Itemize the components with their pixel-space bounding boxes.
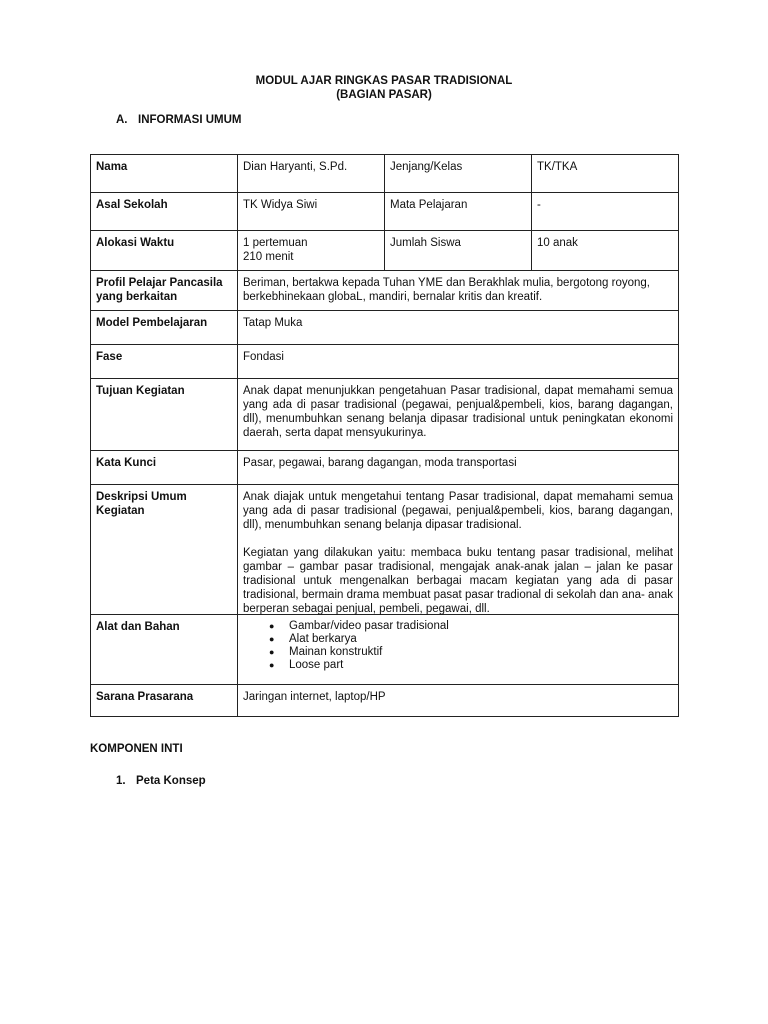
jenjang-value: TK/TKA [532,155,679,193]
list-item: ● Mainan konstruktif [243,646,673,659]
asal-value: TK Widya Siwi [238,193,385,231]
section-a-label: INFORMASI UMUM [138,114,242,126]
table-row-nama [91,155,679,193]
profil-label: Profil Pelajar Pancasila yang berkaitan [91,271,238,311]
list-item: ● Alat berkarya [243,633,673,646]
title-line-1: MODUL AJAR RINGKAS PASAR TRADISIONAL [255,75,513,87]
alat-value [238,615,679,685]
profil-value: Beriman, bertakwa kepada Tuhan YME dan Berakhlak mulia, bergotong royong, berkebhinekaan globaL, mandiri, bernalar kritis dan kreatif. [238,271,679,311]
tujuan-label: Tujuan Kegiatan [91,379,238,451]
table-row-tujuan [91,379,679,451]
sarana-label: Sarana Prasarana [91,685,238,717]
table-row-alat [91,615,679,685]
peta-konsep-label: Peta Konsep [136,775,206,787]
document-title [0,74,768,102]
kata-kunci-value: Pasar, pegawai, barang dagangan, moda transportasi [238,451,679,485]
table-row-asal [91,193,679,231]
alat-list [243,620,673,672]
jenjang-label: Jenjang/Kelas [385,155,532,193]
info-table [90,154,679,717]
table-row-alokasi [91,231,679,271]
table-row-kata-kunci [91,451,679,485]
deskripsi-paragraph-2: Kegiatan yang dilakukan yaitu: membaca buku tentang pasar tradisional, melihat gambar – gambar pasar tradisional, mengajak anak-anak jalan – jalan ke pasar tradisional untuk mengenalkan berbagai macam kegiatan yang ada di pasar tradisional, bermain drama membuat pasat pasar tradional di sekolah dan ana- anak berperan sebagai penjual, pembeli, pegawai, dll. [243,547,673,615]
table-row-deskripsi [91,485,679,615]
alokasi-value [238,231,385,271]
alokasi-value-line-1: 1 pertemuan [243,237,308,249]
deskripsi-content [243,490,673,615]
komponen-inti-heading: KOMPONEN INTI [90,743,183,755]
sarana-value: Jaringan internet, laptop/HP [238,685,679,717]
nama-value: Dian Haryanti, S.Pd. [238,155,385,193]
jumlah-label: Jumlah Siswa [385,231,532,271]
table-row-fase [91,345,679,379]
title-line-2: (BAGIAN PASAR) [336,89,432,101]
nama-label: Nama [91,155,238,193]
jumlah-value: 10 anak [532,231,679,271]
section-a-heading [116,114,242,126]
kata-kunci-label: Kata Kunci [91,451,238,485]
list-item: ● Loose part [243,659,673,672]
deskripsi-label: Deskripsi Umum Kegiatan [91,485,238,615]
asal-label: Asal Sekolah [91,193,238,231]
alokasi-label: Alokasi Waktu [91,231,238,271]
peta-konsep-heading [116,775,206,787]
fase-value: Fondasi [238,345,679,379]
section-a-number: A. [116,114,128,126]
mapel-label: Mata Pelajaran [385,193,532,231]
tujuan-value: Anak dapat menunjukkan pengetahuan Pasar tradisional, dapat memahami semua yang ada di pasar tradisional (pegawai, penjual&pembeli, kios, barang dagangan, dll), menumbuhkan senang belanja dipasar tradisional untuk peningkatan ekonomi daerah, serta dapat mensyukurinya. [238,379,679,451]
alokasi-value-line-2: 210 menit [243,251,294,263]
mapel-value: - [532,193,679,231]
model-label: Model Pembelajaran [91,311,238,345]
list-item: ● Gambar/video pasar tradisional [243,620,673,633]
model-value: Tatap Muka [238,311,679,345]
table-row-sarana [91,685,679,717]
fase-label: Fase [91,345,238,379]
deskripsi-value [238,485,679,615]
alat-label: Alat dan Bahan [91,615,238,685]
table-row-profil [91,271,679,311]
deskripsi-paragraph-1: Anak diajak untuk mengetahui tentang Pasar tradisional, dapat memahami semua yang ada di pasar tradisional (pegawai, penjual&pembeli, kios, barang dagangan, dll), menumbuhkan senang belanja dipasar tradisional. [243,491,673,531]
peta-konsep-number: 1. [116,775,126,787]
table-row-model [91,311,679,345]
